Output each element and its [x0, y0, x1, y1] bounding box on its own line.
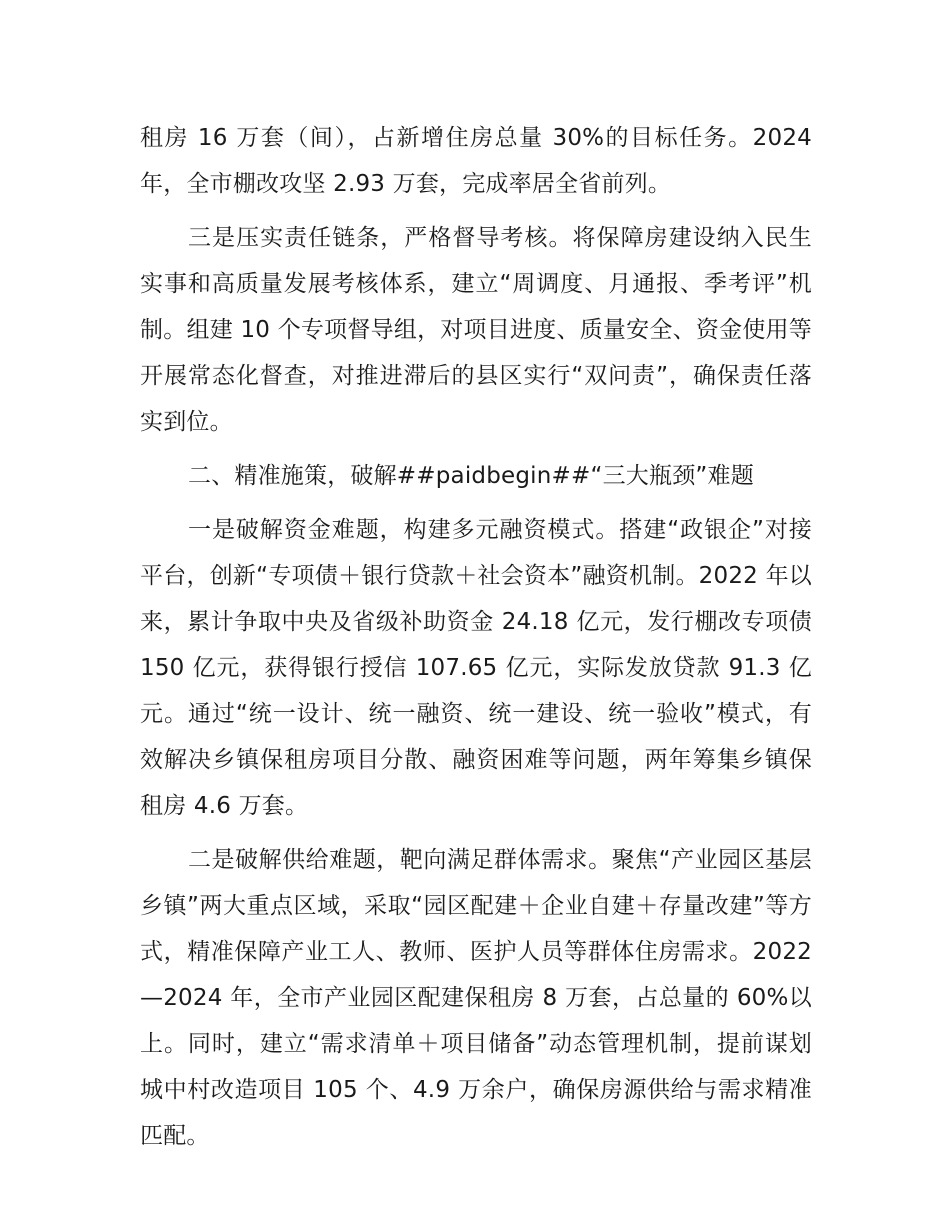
- paragraph-funding: 一是破解资金难题，构建多元融资模式。搭建“政银企”对接平台，创新“专项债＋银行贷款＋社会资本”融资机制。2022 年以来，累计争取中央及省级补助资金 24.18 亿元，发行棚改专项债 150 亿元，获得银行授信 107.65 亿元，实际发放贷款 91.3 亿元。通过“统一设计、统一融资、统一建设、统一验收”模式，有效解决乡镇保租房项目分散、融资困难等问题，两年筹集乡镇保租房 4.6 万套。: [140, 517, 812, 819]
- document-body: [140, 115, 812, 1167]
- paragraph-supply: 二是破解供给难题，靶向满足群体需求。聚焦“产业园区基层乡镇”两大重点区域，采取“园区配建＋企业自建＋存量改建”等方式，精准保障产业工人、教师、医护人员等群体住房需求。2022—2024 年，全市产业园区配建保租房 8 万套，占总量的 60%以上。同时，建立“需求清单＋项目储备”动态管理机制，提前谋划城中村改造项目 105 个、4.9 万余户，确保房源供给与需求精准匹配。: [140, 847, 812, 1149]
- paragraph-continuation: 租房 16 万套（间），占新增住房总量 30%的目标任务。2024 年，全市棚改攻坚 2.93 万套，完成率居全省前列。: [140, 125, 812, 197]
- paragraph-responsibility: 三是压实责任链条，严格督导考核。将保障房建设纳入民生实事和高质量发展考核体系，建立“周调度、月通报、季考评”机制。组建 10 个专项督导组，对项目进度、质量安全、资金使用等开展常态化督查，对推进滞后的县区实行“双问责”，确保责任落实到位。: [140, 225, 812, 435]
- section-heading: 二、精准施策，破解##paidbegin##“三大瓶颈”难题: [188, 463, 754, 489]
